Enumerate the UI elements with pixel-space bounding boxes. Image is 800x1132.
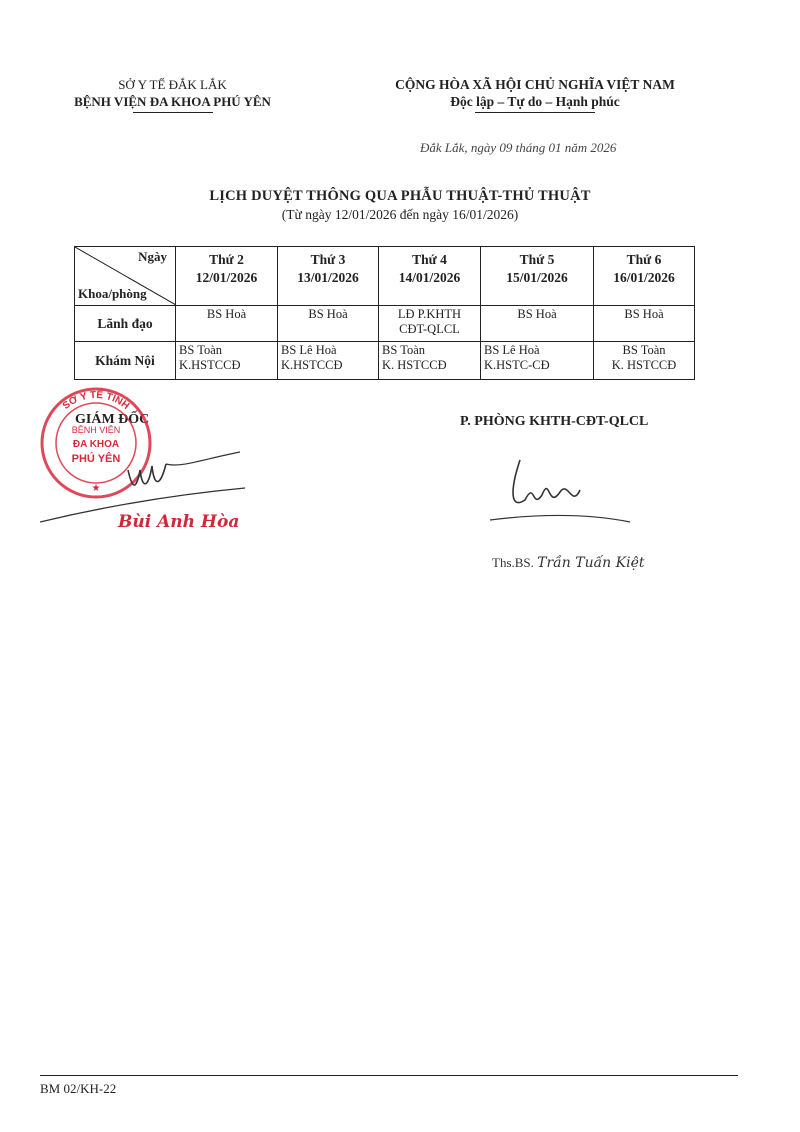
schedule-table — [74, 246, 695, 380]
document-title: LỊCH DUYỆT THÔNG QUA PHẪU THUẬT-THỦ THUẬT — [209, 188, 591, 204]
svg-text:★: ★ — [91, 483, 101, 494]
document-date: Đắk Lắk, ngày 09 tháng 01 năm 2026 — [420, 140, 617, 155]
deputy-name — [492, 555, 644, 571]
table-cell: BS Hoà — [481, 306, 594, 342]
svg-text:BỆNH VIỆN: BỆNH VIỆN — [71, 425, 121, 435]
row-label: Khám Nội — [75, 342, 176, 380]
table-cell: LĐ P.KHTH CĐT-QLCL — [379, 306, 481, 342]
day-header: Thứ 3 13/01/2026 — [278, 247, 379, 306]
director-name: Bùi Anh Hòa — [118, 512, 240, 532]
row-label: Lãnh đạo — [75, 306, 176, 342]
corner-label-department: Khoa/phòng — [78, 286, 147, 301]
document-subtitle: (Từ ngày 12/01/2026 đến ngày 16/01/2026) — [281, 207, 519, 222]
corner-label-day: Ngày — [138, 249, 167, 264]
table-row — [75, 306, 695, 342]
hospital-name: BỆNH VIỆN ĐA KHOA PHÚ YÊN — [74, 94, 271, 109]
director-title: GIÁM ĐỐC — [75, 412, 150, 427]
national-header — [360, 76, 710, 113]
svg-text:PHÚ YÊN: PHÚ YÊN — [71, 453, 121, 465]
corner-cell — [75, 247, 176, 306]
table-cell: BS Lê Hoà K.HSTC-CĐ — [481, 342, 594, 380]
table-cell: BS Lê Hoà K.HSTCCĐ — [278, 342, 379, 380]
deputy-degree: Ths.BS. — [492, 555, 534, 570]
national-title: CỘNG HÒA XÃ HỘI CHỦ NGHĨA VIỆT NAM — [395, 77, 675, 92]
national-motto: Độc lập – Tự do – Hạnh phúc — [450, 94, 620, 109]
footer-divider — [40, 1075, 738, 1076]
day-header: Thứ 5 15/01/2026 — [481, 247, 594, 306]
table-header-row — [75, 247, 695, 306]
form-code: BM 02/KH-22 — [40, 1081, 117, 1096]
organization-header — [50, 76, 295, 113]
table-cell: BS Hoà — [176, 306, 278, 342]
motto-underline — [475, 112, 595, 113]
table-cell: BS Toàn K. HSTCCĐ — [594, 342, 695, 380]
day-header: Thứ 6 16/01/2026 — [594, 247, 695, 306]
table-cell: BS Hoà — [278, 306, 379, 342]
svg-text:ĐA KHOA: ĐA KHOA — [72, 439, 120, 450]
deputy-signature-icon — [480, 450, 650, 550]
table-cell: BS Toàn K. HSTCCĐ — [379, 342, 481, 380]
table-cell: BS Toàn K.HSTCCĐ — [176, 342, 278, 380]
day-header: Thứ 4 14/01/2026 — [379, 247, 481, 306]
department-name: SỞ Y TẾ ĐẮK LẮK — [118, 77, 227, 92]
table-cell: BS Hoà — [594, 306, 695, 342]
deputy-fullname: Trần Tuấn Kiệt — [537, 555, 645, 571]
day-header: Thứ 2 12/01/2026 — [176, 247, 278, 306]
header-underline — [133, 112, 213, 113]
deputy-title: P. PHÒNG KHTH-CĐT-QLCL — [460, 414, 649, 429]
table-row — [75, 342, 695, 380]
svg-text:SỞ Y TẾ TỈNH: SỞ Y TẾ TỈNH — [60, 389, 132, 412]
